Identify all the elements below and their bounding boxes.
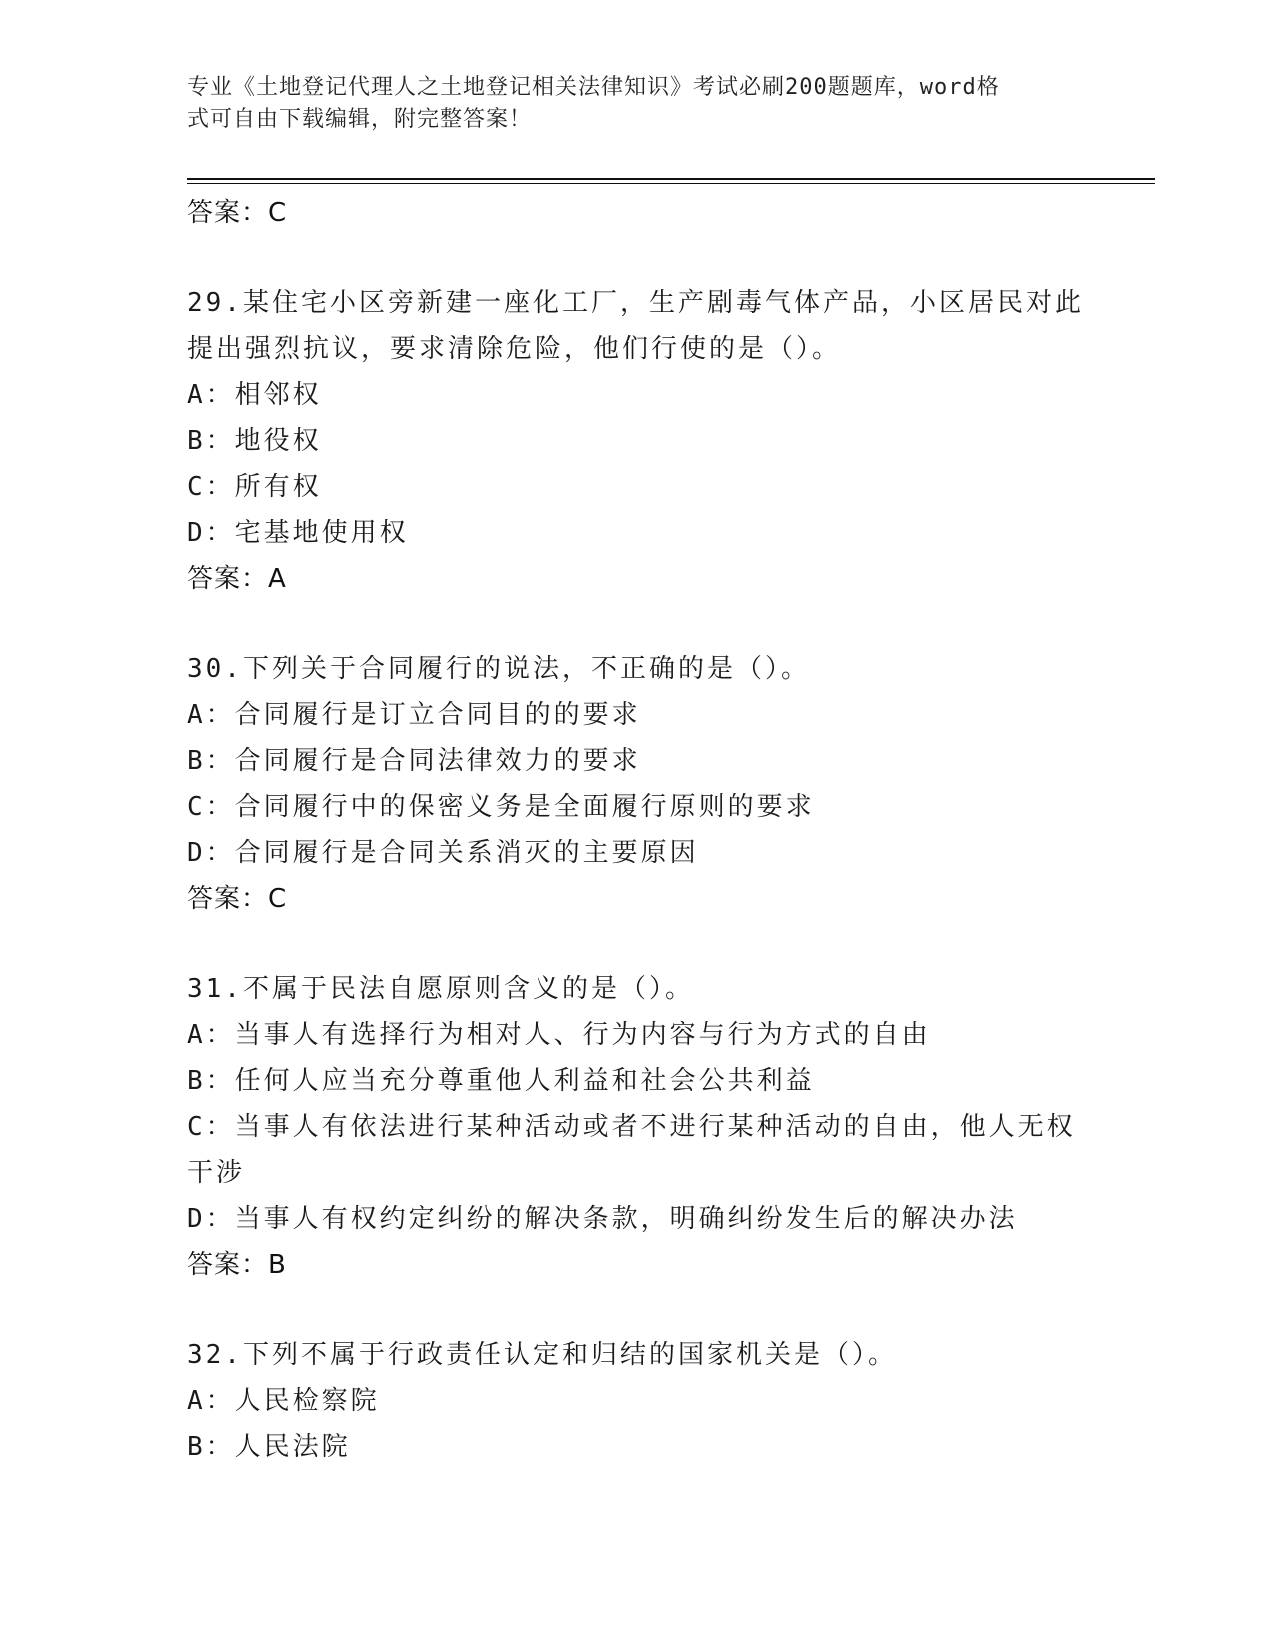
question-29 [187,280,1087,602]
spacer [187,922,1087,966]
answer: 答案：C [187,884,288,914]
spacer [187,236,1087,280]
header-divider-thick [187,178,1155,180]
option-a: A：合同履行是订立合同目的的要求 [187,700,641,730]
option-d: D：当事人有权约定纠纷的解决条款，明确纠纷发生后的解决办法 [187,1204,1018,1234]
question-30 [187,646,1087,922]
spacer [187,1288,1087,1332]
option-d: D：宅基地使用权 [187,518,409,548]
question-stem: 30.下列关于合同履行的说法，不正确的是（）。 [187,654,810,684]
answer: 答案：B [187,1250,287,1280]
spacer [187,602,1087,646]
document-header [187,72,1067,136]
option-d: D：合同履行是合同关系消灭的主要原因 [187,838,699,868]
option-c: C：合同履行中的保密义务是全面履行原则的要求 [187,792,815,822]
question-32 [187,1332,1087,1470]
option-c: C：当事人有依法进行某种活动或者不进行某种活动的自由，他人无权 [187,1112,1076,1142]
question-stem: 31.不属于民法自愿原则含义的是（）。 [187,974,694,1004]
header-divider-thin [187,183,1155,184]
option-b: B：人民法院 [187,1432,351,1462]
question-list [187,190,1087,1470]
option-b: B：合同履行是合同法律效力的要求 [187,746,641,776]
question-31 [187,966,1087,1288]
option-a: A：相邻权 [187,380,322,410]
option-b: B：地役权 [187,426,322,456]
option-a: A：当事人有选择行为相对人、行为内容与行为方式的自由 [187,1020,931,1050]
header-line-1: 专业《土地登记代理人之土地登记相关法律知识》考试必刷200题题库，word格 [187,75,1000,100]
option-c: C：所有权 [187,472,322,502]
option-a: A：人民检察院 [187,1386,380,1416]
option-c-cont: 干涉 [187,1158,246,1188]
answer: 答案：A [187,564,287,594]
question-stem: 29.某住宅小区旁新建一座化工厂，生产剧毒气体产品，小区居民对此 [187,288,1084,318]
option-b: B：任何人应当充分尊重他人利益和社会公共利益 [187,1066,815,1096]
header-line-2: 式可自由下载编辑，附完整答案！ [187,107,533,132]
answer-previous: 答案：C [187,198,288,228]
question-stem-cont: 提出强烈抗议，要求清除危险，他们行使的是（）。 [187,334,842,364]
question-stem: 32.下列不属于行政责任认定和归结的国家机关是（）。 [187,1340,897,1370]
